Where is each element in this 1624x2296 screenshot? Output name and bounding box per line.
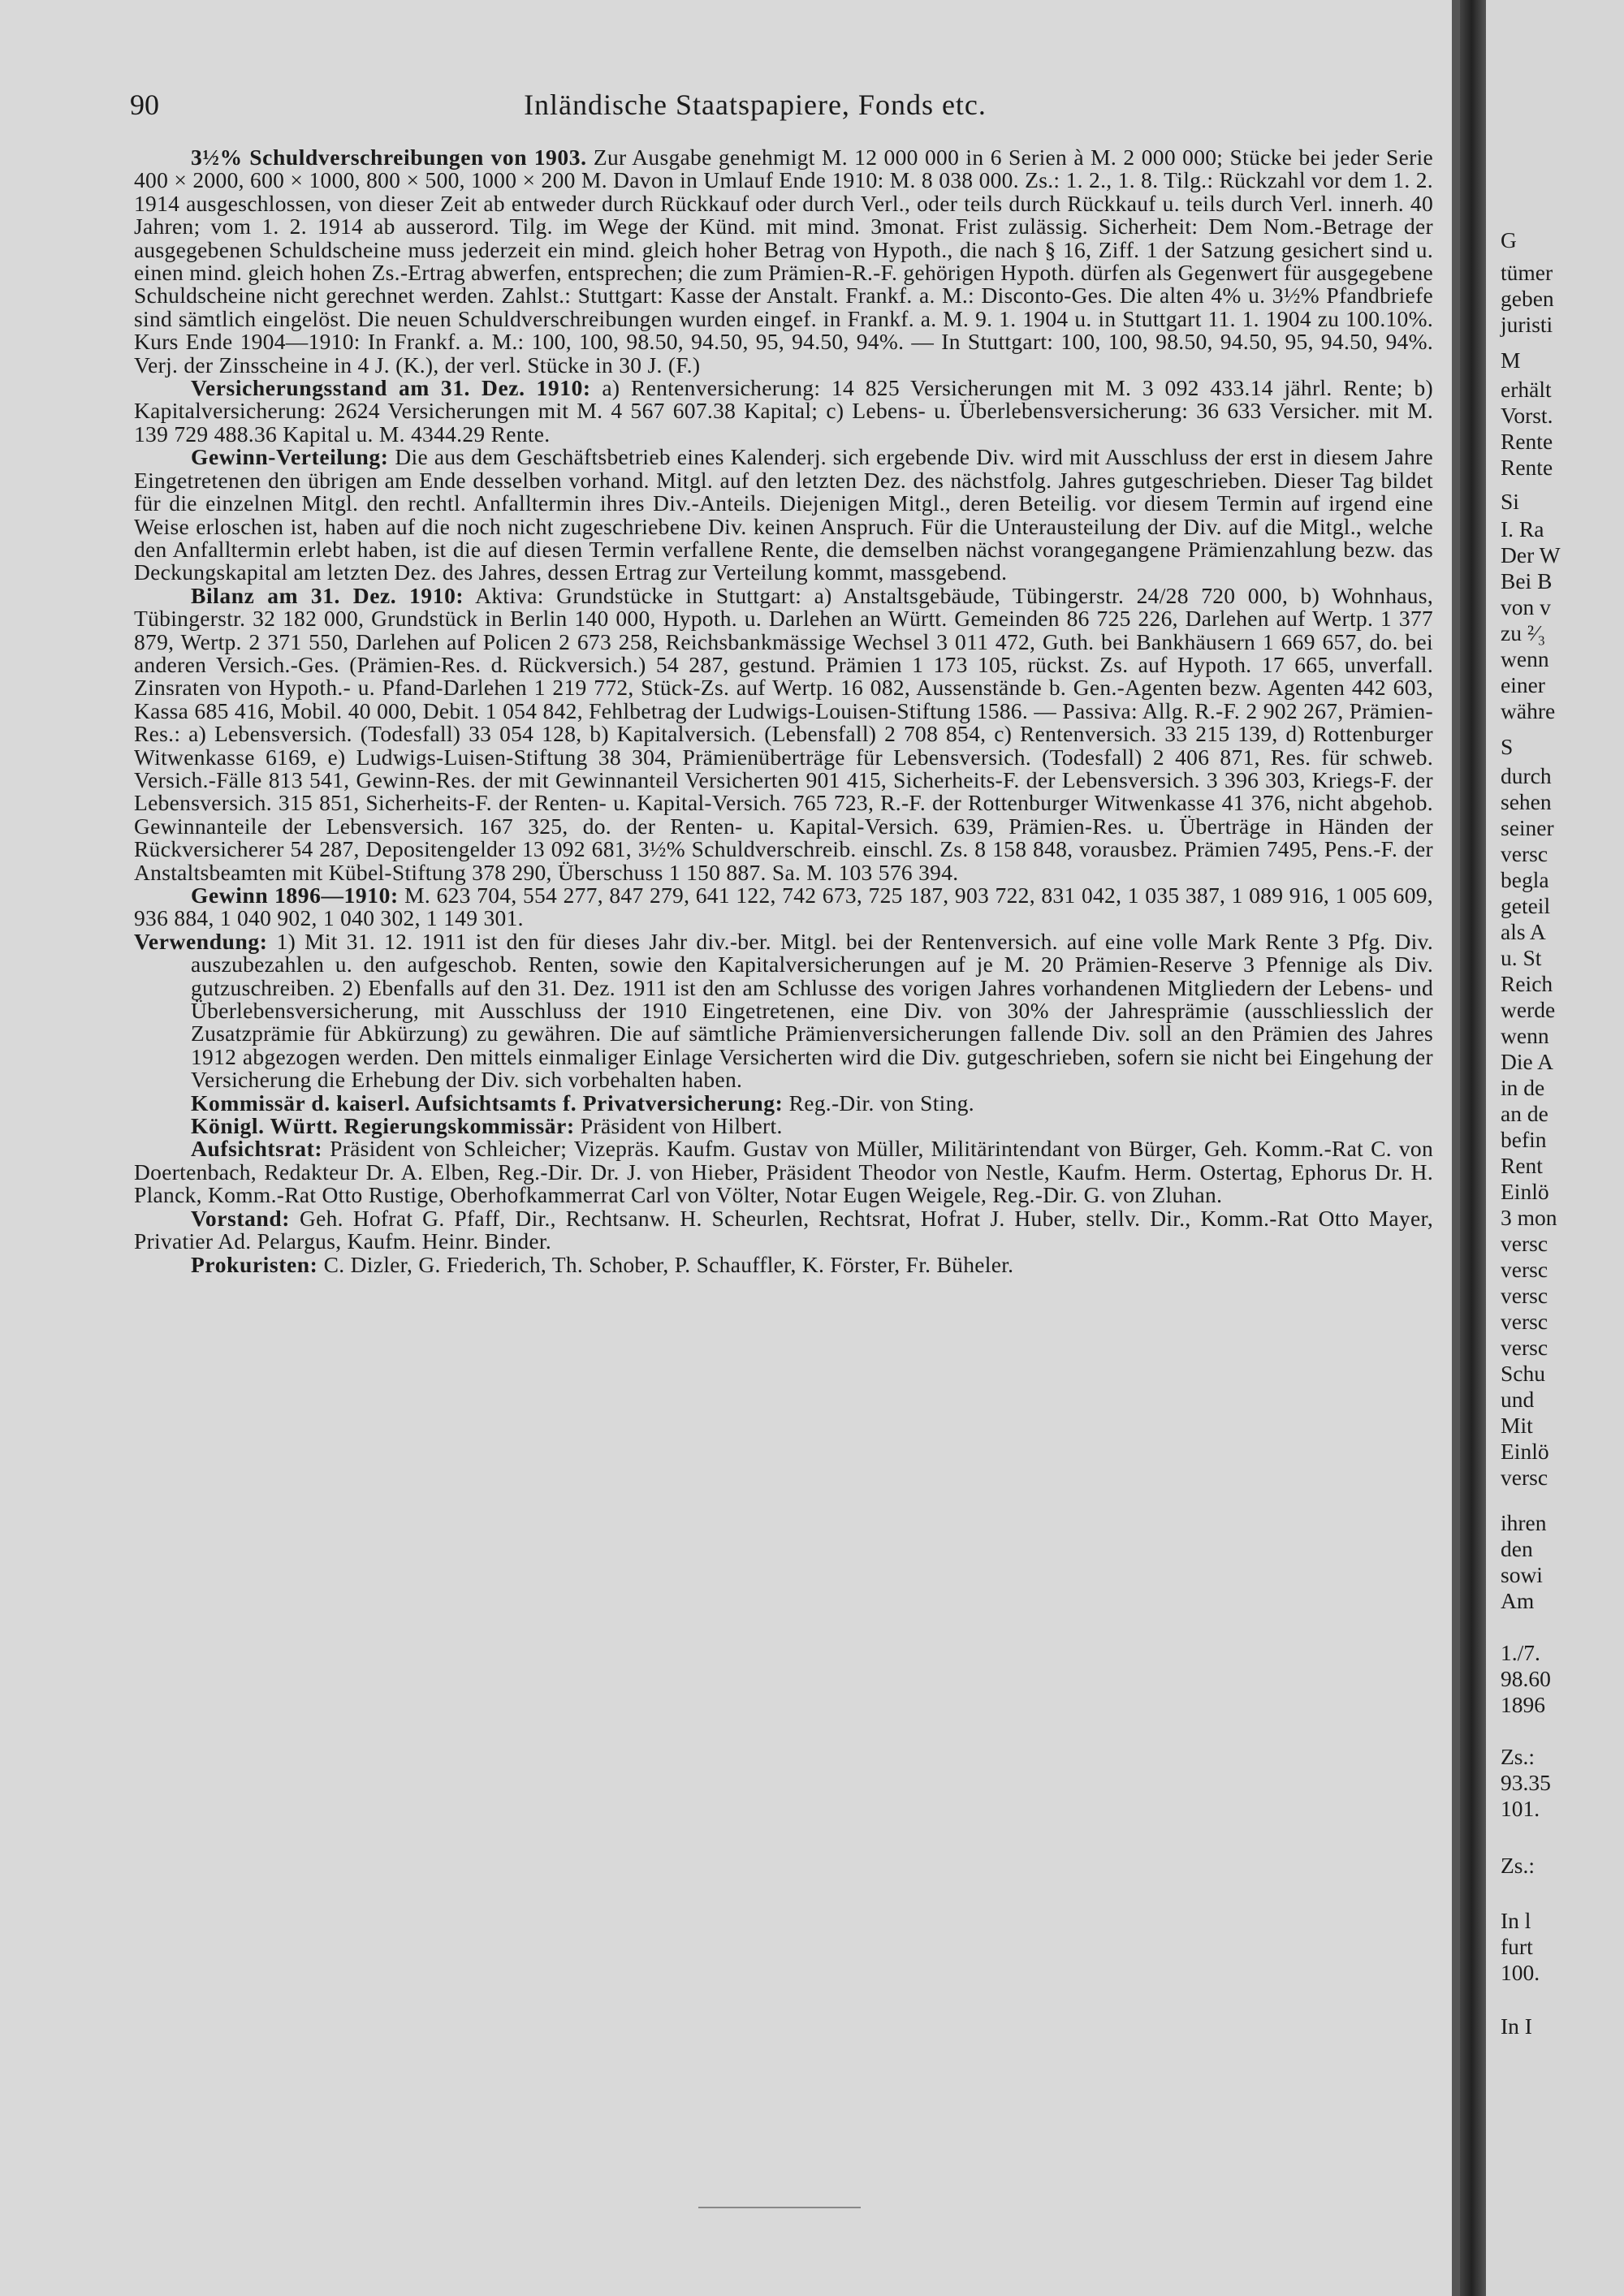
- right-page-line: durch: [1501, 763, 1552, 788]
- right-page-line: Einlö: [1501, 1439, 1549, 1464]
- paragraph-text: Aktiva: Grundstücke in Stuttgart: a) Anstaltsgebäude, Tübingerstr. 24/28 720 000, b) Wohnhaus, Tübingerstr. 32 182 000, Grundstück in Berlin 140 000, Hypoth. u. Darlehen an Württ. Gemeinden 86 725 226, Darlehen auf Wertp. 1 377 879, Wertp. 2 371 550, Darlehen auf Policen 2 673 258, Reichsbankmässige Wechsel 3 011 472, Guth. bei Bankhäusern 1 669 657, do. bei anderen Versich.-Ges. (Prämien-Res. d. Rückversich.) 54 287, gestund. Prämien 1 173 105, rückst. Zs. auf Hypoth. 17 665, unverfall. Zinsraten von Hypoth.- u. Pfand-Darlehen 1 219 772, Stück-Zs. auf Wertp. 16 082, Aussenstände b. Gen.-Agenten bezw. Agenten 442 603, Kassa 685 416, Mobil. 40 000, Debit. 1 054 842, Fehlbetrag der Ludwigs-Louisen-Stiftung 1586. — Passiva: Allg. R.-F. 2 902 267, Prämien-Res.: a) Lebensversich. (Todesfall) 33 054 128, b) Kapitalversich. (Lebensfall) 2 708 854, c) Rentenversich. 33 215 139, d) Rottenburger Witwenkasse 6169, e) Ludwigs-Luisen-Stiftung 38 304, Prämienüberträge für Lebensversich. (Todesfall) 2 406 871, Res. für schweb. Versich.-Fälle 813 541, Gewinn-Res. der mit Gewinnanteil Versicherten 901 415, Sicherheits-F. der Lebensversich. 3 396 303, Kriegs-F. der Lebensversich. 315 851, Sicherheits-F. der Renten- u. Kapital-Versich. 765 723, R.-F. der Rottenburger Witwenkasse 41 376, nicht abgehob. Gewinnanteile der Lebensversich. 167 325, do. der Renten- u. Kapital-Versich. 639, Prämien-Res. u. Überträge in Händen der Rückversicherer 54 287, Depositengelder 13 092 681, 3½% Schuldverschreib. einschl. Zs. 8 158 848, vorausbez. Prämien 7495, Pens.-F. der Anstaltsbeamten mit Kübel-Stiftung 378 290, Überschuss 1 150 887. Sa. M. 103 576 394.: [134, 582, 1433, 885]
- paragraph-text: 1) Mit 31. 12. 1911 ist den für dieses Jahr div.-ber. Mitgl. bei der Rentenversich. auf eine volle Mark Rente 3 Pfg. Div. auszubezahlen u. den aufgeschob. Renten, sowie den Kapitalversicherungen auf je M. 20 Prämien-Reserve 3 Pfennige als Div. gutzuschreiben. 2) Ebenfalls auf den 31. Dez. 1911 ist den am Schlusse des vorigen Jahres vorhandenen Mitgliedern der Lebens- und Überlebensversicherung, mit Ausschluss der 1910 Eingetretenen, eine Div. von 30% der Jahresprämie (ausschliesslich der Zusatzprämie für Abkürzung) zu gewähren. Die auf sämtliche Prämienversicherungen fallende Div. soll an den Prämien des Jahres 1912 abgezogen werden. Den mittels einmaliger Einlage Versicherten wird die Div. gutgeschrieben, sofern sie nicht bei Eingehung der Versicherung die Erhebung der Div. sich vorbehalten haben.: [191, 928, 1434, 1093]
- right-page-line: versc: [1501, 1283, 1548, 1308]
- paragraph: [134, 146, 1433, 377]
- right-page-line: versc: [1501, 1231, 1548, 1256]
- right-page-line: Rente: [1501, 429, 1553, 454]
- right-page-line: 100.: [1501, 1960, 1540, 1985]
- paragraph-label: Versicherungsstand am 31. Dez. 1910:: [191, 375, 591, 401]
- paragraph: [134, 930, 1433, 1092]
- right-page-line: erhält: [1501, 377, 1552, 402]
- right-page-line: Schu: [1501, 1361, 1545, 1386]
- paragraph-label: Kommissär d. kaiserl. Aufsichtsamts f. Privatversicherung:: [191, 1090, 784, 1116]
- right-page-line: einer: [1501, 672, 1545, 697]
- right-page-line: versc: [1501, 841, 1548, 866]
- right-page-line: M: [1501, 347, 1521, 373]
- paragraph-text: Zur Ausgabe genehmigt M. 12 000 000 in 6 Serien à M. 2 000 000; Stücke bei jeder Serie 400 × 2000, 600 × 1000, 800 × 500, 1000 × 200 M. Davon in Umlauf Ende 1910: M. 8 038 000. Zs.: 1. 2., 1. 8. Tilg.: Rückzahl vor dem 1. 2. 1914 ausgeschlossen, von dieser Zeit ab entweder durch Rückkauf oder durch Verl., oder teils durch Rückkauf u. teils durch Verl. innerh. 40 Jahren; vom 1. 2. 1914 ab ausserord. Tilg. im Wege der Künd. mit mind. 3monat. Frist zulässig. Sicherheit: Dem Nom.-Betrage der ausgegebenen Schuldscheine muss jederzeit ein mind. gleich hoher Betrag von Hypoth., die nach § 16, Ziff. 1 der Satzung gesichert sind u. einen mind. gleich hohen Zs.-Ertrag abwerfen, entsprechen; die zum Prämien-R.-F. gehörigen Hypoth. dürfen als Gegenwert für ausgegebene Schuldscheine nicht gerechnet werden. Zahlst.: Stuttgart: Kasse der Anstalt. Frankf. a. M.: Disconto-Ges. Die alten 4% u. 3½% Pfandbriefe sind sämtlich eingelöst. Die neuen Schuldverschreibungen wurden eingef. in Frankf. a. M. 9. 1. 1904 u. in Stuttgart 11. 1. 1904 zu 100.10%. Kurs Ende 1904—1910: In Frankf. a. M.: 100, 100, 98.50, 94.50, 95, 94.50, 94%. — In Stuttgart: 100, 100, 98.50, 94.50, 95, 94.50, 94%. Verj. der Zinsscheine in 4 J. (K.), der verl. Stücke in 30 J. (F.): [134, 145, 1434, 378]
- paragraph: [134, 377, 1433, 446]
- paragraph-label: Prokuristen:: [191, 1251, 318, 1277]
- paragraph: [134, 1137, 1433, 1206]
- running-title: Inländische Staatspapiere, Fonds etc.: [524, 88, 987, 121]
- paragraph-label: Gewinn 1896—1910:: [191, 883, 399, 908]
- paragraph: [134, 1251, 1433, 1277]
- right-page-line: in de: [1501, 1075, 1545, 1100]
- right-page-line: S: [1501, 734, 1514, 759]
- right-page-line: 93.35: [1501, 1770, 1551, 1795]
- right-page-line: als A: [1501, 919, 1546, 944]
- right-page-line: wenn: [1501, 1023, 1549, 1048]
- right-page-line: versc: [1501, 1309, 1548, 1334]
- right-page-line: geteil: [1501, 893, 1551, 918]
- paragraph-text: a) Rentenversicherung: 14 825 Versicherungen mit M. 3 092 433.14 jährl. Rente; b) Kapitalversicherung: 2624 Versicherungen mit M. 4 567 607.38 Kapital; c) Lebens- u. Überlebensversicherung: 36 633 Versicher. mit M. 139 729 488.36 Kapital u. M. 4344.29 Rente.: [134, 375, 1433, 447]
- right-page-line: tümer: [1501, 260, 1553, 285]
- paragraph-label: Aufsichtsrat:: [191, 1136, 323, 1162]
- right-page-line: Der W: [1501, 542, 1561, 568]
- paragraph-label: Königl. Württ. Regierungskommissär:: [191, 1113, 575, 1139]
- right-page-line: sehen: [1501, 789, 1552, 814]
- right-page-line: Mit: [1501, 1413, 1533, 1438]
- right-page-line: wenn: [1501, 646, 1549, 671]
- right-page-line: In I: [1501, 2013, 1532, 2039]
- paragraph-label: 3½% Schuldverschreibungen von 1903.: [191, 145, 587, 170]
- right-page-line: Reich: [1501, 971, 1553, 996]
- right-page-line: furt: [1501, 1934, 1533, 1959]
- right-page-line: Zs.:: [1501, 1853, 1535, 1878]
- page-number: 90: [130, 88, 159, 121]
- right-page-line: geben: [1501, 286, 1554, 311]
- paragraph-text: M. 623 704, 554 277, 847 279, 641 122, 742 673, 725 187, 903 722, 831 042, 1 035 387, 1 089 916, 1 005 609, 936 884, 1 040 902, 1 040 302, 1 149 301.: [134, 883, 1433, 931]
- paragraph: [134, 1207, 1433, 1254]
- right-page-line: Rente: [1501, 455, 1553, 480]
- right-page-line: Am: [1501, 1588, 1535, 1613]
- book-gutter: [1460, 0, 1486, 2296]
- right-page-line: In l: [1501, 1908, 1531, 1933]
- paragraph-text: Präsident von Hilbert.: [580, 1113, 783, 1139]
- right-page-line: sowi: [1501, 1562, 1543, 1587]
- right-page-line: Zs.:: [1501, 1744, 1535, 1769]
- paragraph-label: Bilanz am 31. Dez. 1910:: [191, 582, 464, 608]
- paragraph-text: Präsident von Schleicher; Vizepräs. Kaufm. Gustav von Müller, Militärintendant von Bürger, Geh. Komm.-Rat C. von Doertenbach, Redakteur Dr. A. Elben, Reg.-Dir. Dr. J. von Hieber, Präsident Theodor von Nestle, Kaufm. Herm. Ostertag, Ephorus Dr. H. Planck, Komm.-Rat Otto Rustige, Oberhofkammerrat Carl von Völter, Notar Eugen Weigele, Reg.-Dir. G. von Zluhan.: [134, 1136, 1433, 1208]
- paragraph-text: C. Dizler, G. Friederich, Th. Schober, P. Schauffler, K. Förster, Fr. Büheler.: [323, 1251, 1014, 1277]
- paragraph-label: Gewinn-Verteilung:: [191, 444, 389, 470]
- right-page-line: 98.60: [1501, 1666, 1551, 1691]
- paragraph: [134, 446, 1433, 584]
- right-page-line: versc: [1501, 1335, 1548, 1360]
- paragraph-text: Reg.-Dir. von Sting.: [788, 1090, 974, 1116]
- right-page-line: werde: [1501, 997, 1556, 1022]
- right-page-line: juristi: [1501, 312, 1553, 337]
- right-page-line: Si: [1501, 489, 1519, 514]
- right-page-line: seiner: [1501, 815, 1554, 840]
- right-page-line: und: [1501, 1387, 1535, 1412]
- right-page-line: 3 mon: [1501, 1205, 1557, 1230]
- right-page-line: Rent: [1501, 1153, 1543, 1178]
- paragraph-label: Vorstand:: [191, 1205, 291, 1231]
- body-text: [134, 146, 1433, 1276]
- right-page-fragment: [1486, 0, 1624, 2296]
- right-page-line: 1896: [1501, 1692, 1545, 1717]
- paragraph-text: Geh. Hofrat G. Pfaff, Dir., Rechtsanw. H. Scheurlen, Rechtsrat, Hofrat J. Huber, stellv. Dir., Komm.-Rat Otto Mayer, Privatier Ad. Pelargus, Kaufm. Heinr. Binder.: [134, 1205, 1433, 1254]
- page-header: [130, 81, 1429, 130]
- right-page-line: 101.: [1501, 1796, 1540, 1821]
- paragraph: [134, 582, 1433, 885]
- right-page-line: den: [1501, 1536, 1533, 1561]
- right-page-line: zu ²⁄₃: [1501, 620, 1546, 645]
- right-page-line: währe: [1501, 698, 1556, 723]
- right-page-line: Einlö: [1501, 1179, 1549, 1204]
- right-page-line: 1./7.: [1501, 1640, 1540, 1665]
- right-page-line: begla: [1501, 867, 1549, 892]
- paragraph-label: Verwendung:: [134, 928, 268, 954]
- right-page-line: von v: [1501, 594, 1551, 619]
- right-page-line: versc: [1501, 1465, 1548, 1490]
- right-page-line: befin: [1501, 1127, 1547, 1152]
- paragraph: [134, 884, 1433, 930]
- right-page-line: u. St: [1501, 945, 1542, 970]
- right-page-line: Bei B: [1501, 568, 1553, 593]
- right-page-line: Die A: [1501, 1049, 1553, 1074]
- right-page-line: versc: [1501, 1257, 1548, 1282]
- right-page-line: ihren: [1501, 1510, 1547, 1535]
- paragraph-text: Die aus dem Geschäftsbetrieb eines Kalenderj. sich ergebende Div. wird mit Ausschluss der erst in diesem Jahre Eingetretenen den übrigen am Ende desselben vorhand. Mitgl. auf den letzten Dez. des nächstfolg. Jahres gutgeschrieben. Dieser Tag bildet für die einzelnen Mitgl. den rechtl. Anfalltermin ihres Div.-Anteils. Diejenigen Mitgl., deren Beteilig. vor diesem Termin auf irgend eine Weise erloschen ist, haben auf die noch nicht zugeschriebene Div. keinen Anspruch. Für die Unterausteilung der Div. auf die Mitgl., welche den Anfalltermin erlebt haben, ist die auf diesen Termin verfallene Rente, die demselben nächst vorangegangene Prämienzahlung bezw. das Deckungskapital am letzten Dez. des Jahres, dessen Ertrag zur Verteilung kommt, massgebend.: [134, 444, 1433, 585]
- right-page-line: I. Ra: [1501, 516, 1544, 542]
- right-page-line: Vorst.: [1501, 403, 1553, 428]
- paragraph: [134, 1092, 1433, 1115]
- right-page-line: an de: [1501, 1101, 1548, 1126]
- right-page-line: G: [1501, 227, 1517, 252]
- paragraph: [134, 1115, 1433, 1137]
- bottom-rule: [698, 2207, 861, 2208]
